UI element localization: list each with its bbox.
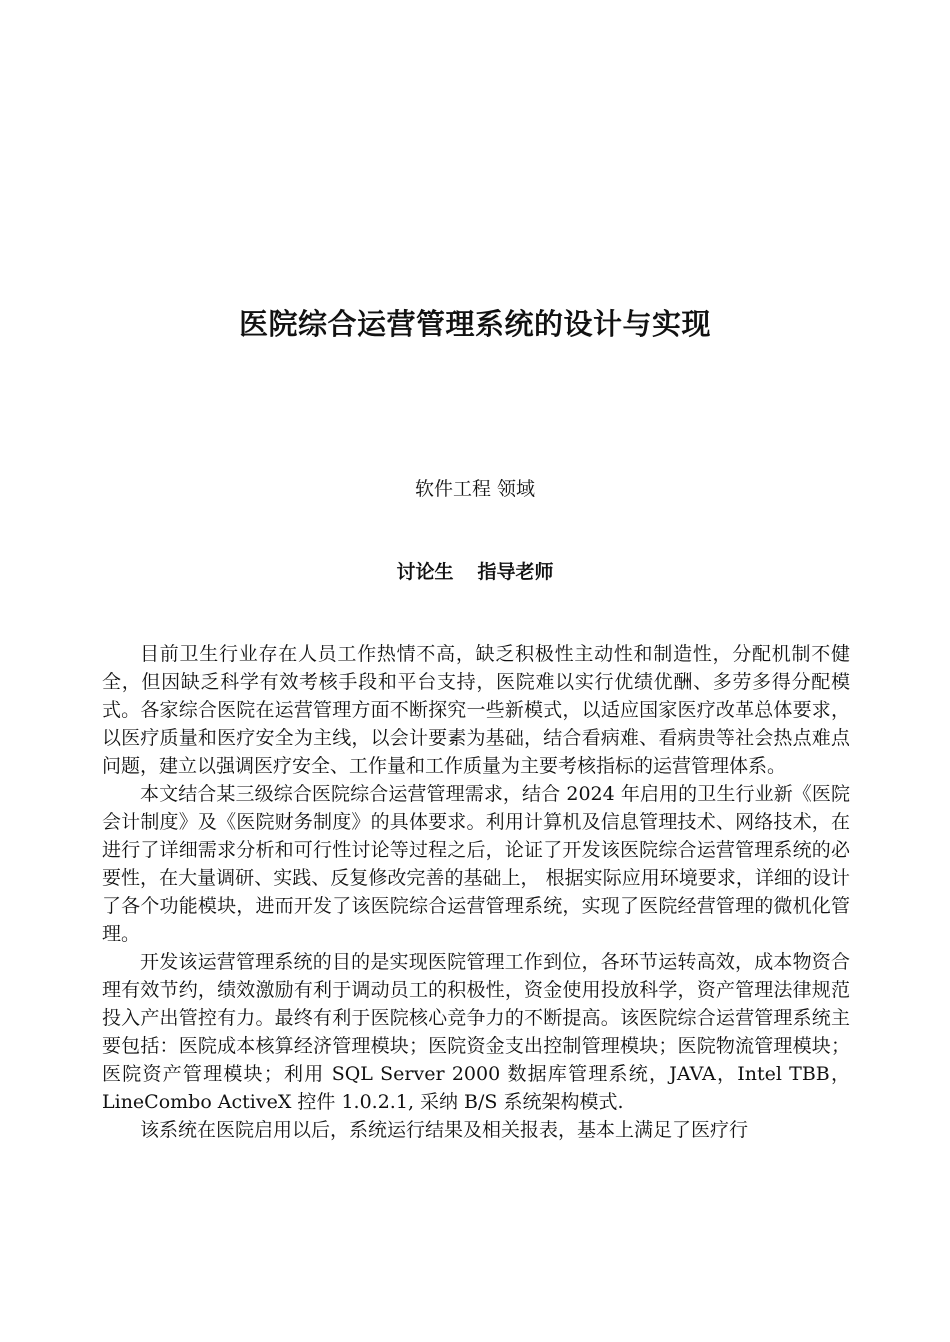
paper-title: 医院综合运营管理系统的设计与实现 bbox=[238, 307, 711, 341]
student-label: 讨论生 bbox=[396, 561, 454, 583]
advisor-label: 指导老师 bbox=[477, 561, 554, 583]
research-field: 软件工程 领域 bbox=[414, 478, 536, 500]
paragraph: 本文结合某三级综合医院综合运营管理需求，结合 2024 年启用的卫生行业新《医院会计制度》及《医院财务制度》的具体要求。利用计算机及信息管理技术、网络技术，在进行了详细需求分析和可行性讨论等过程之后，论证了开发该医院综合运营管理系统的必要性，在大量调研、实践、反复修改完善的基础上， 根据实际应用环境要求，详细的设计了各个功能模块，进而开发了该医院综合运营管理系统，实现了医院经营管理的微机化管理。 bbox=[102, 783, 850, 945]
author-line bbox=[0, 557, 950, 584]
paragraph: 目前卫生行业存在人员工作热情不高，缺乏积极性主动性和制造性，分配机制不健全，但因缺乏科学有效考核手段和平台支持，医院难以实行优绩优酬、多劳多得分配模式。各家综合医院在运营管理方面不断探究一些新模式，以适应国家医疗改革总体要求，以医疗质量和医疗安全为主线，以会计要素为基础，结合看病难、看病贵等社会热点难点问题，建立以强调医疗安全、工作量和工作质量为主要考核指标的运营管理体系。 bbox=[102, 643, 850, 777]
paragraph: 该系统在医院启用以后，系统运行结果及相关报表，基本上满足了医疗行 bbox=[140, 1119, 749, 1141]
paragraph: 开发该运营管理系统的目的是实现医院管理工作到位，各环节运转高效，成本物资合理有效节约，绩效激励有利于调动员工的积极性，资金使用投放科学，资产管理法律规范投入产出管控有力。最终有利于医院核心竞争力的不断提高。该医院综合运营管理系统主要包括：医院成本核算经济管理模块；医院资金支出控制管理模块；医院物流管理模块；医院资产管理模块；利用 SQL Server 2000 数据库管理系统，JAVA，Intel TBB，LineCombo ActiveX 控件 1.0.2.1, 采纳 B/S 系统架构模式. bbox=[102, 951, 850, 1113]
abstract-body bbox=[102, 640, 850, 1144]
